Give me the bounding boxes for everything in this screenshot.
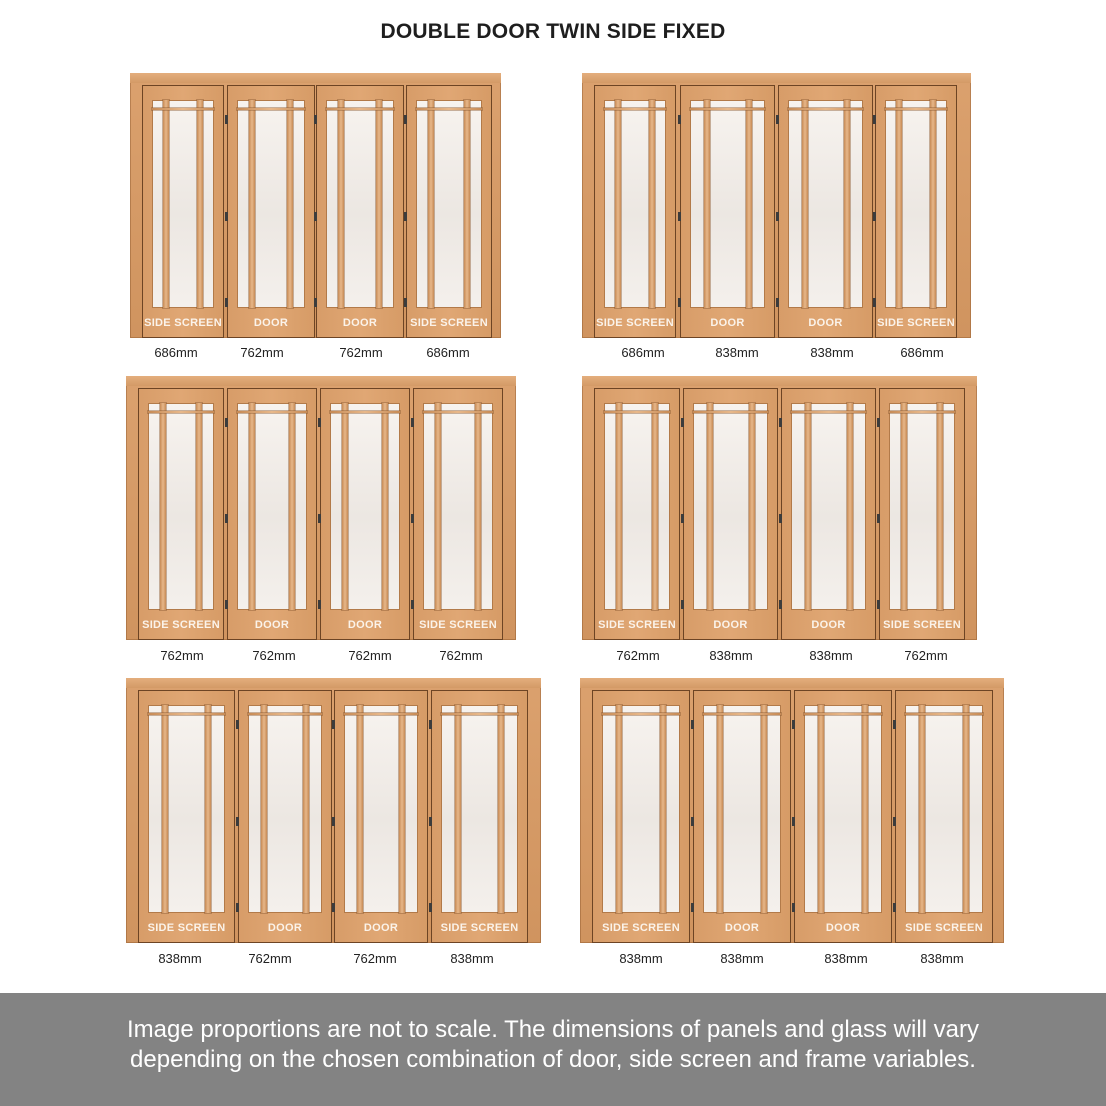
glazing-bar xyxy=(342,403,348,610)
hinge-icon xyxy=(893,903,896,912)
side-screen-panel xyxy=(142,85,224,338)
glass-pane xyxy=(804,705,882,913)
hinge-icon xyxy=(779,514,782,523)
hinge-icon xyxy=(792,817,795,826)
hinge-icon xyxy=(411,600,414,609)
hinge-icon xyxy=(792,903,795,912)
hinge-icon xyxy=(873,115,876,124)
side-screen-panel xyxy=(413,388,503,640)
panel-width-dimension: 762mm xyxy=(240,345,284,360)
door-configuration xyxy=(580,678,1004,975)
hinge-icon xyxy=(332,720,335,729)
glazing-bar xyxy=(847,403,853,610)
glass-pane xyxy=(885,100,947,308)
glass-pane xyxy=(237,100,305,308)
glazing-bar xyxy=(382,403,388,610)
glazing-bar xyxy=(604,411,670,413)
hinge-icon xyxy=(225,298,228,307)
glazing-bar xyxy=(344,713,418,715)
hinge-icon xyxy=(893,720,896,729)
page-title: DOUBLE DOOR TWIN SIDE FIXED xyxy=(380,20,726,43)
glass-pane xyxy=(604,100,666,308)
door-label: DOOR xyxy=(254,619,290,631)
door-label: DOOR xyxy=(710,317,745,329)
glazing-bar xyxy=(805,403,811,610)
glazing-bar xyxy=(703,713,781,715)
side-screen-label: SIDE SCREEN xyxy=(602,922,680,934)
hinge-icon xyxy=(429,817,432,826)
hinge-icon xyxy=(691,720,694,729)
side-screen-panel xyxy=(594,85,676,338)
hinge-icon xyxy=(681,418,684,427)
oak-frame xyxy=(580,678,1004,943)
glazing-bar xyxy=(802,100,808,308)
side-screen-panel xyxy=(138,690,235,943)
side-screen-panel xyxy=(875,85,957,338)
side-screen-panel xyxy=(879,388,965,640)
side-screen-label: SIDE SCREEN xyxy=(142,619,220,631)
glass-pane xyxy=(330,403,400,610)
side-screen-panel xyxy=(406,85,492,338)
panel-width-dimension: 838mm xyxy=(619,951,663,966)
disclaimer-line-1: Image proportions are not to scale. The dimensions of panels and glass will vary xyxy=(126,1016,979,1043)
door-panel xyxy=(320,388,410,640)
glazing-bar xyxy=(717,705,723,913)
panel-width-dimension: 838mm xyxy=(824,951,868,966)
hinge-icon xyxy=(236,817,239,826)
glass-pane xyxy=(441,705,518,913)
side-screen-label: SIDE SCREEN xyxy=(419,619,497,631)
side-screen-label: SIDE SCREEN xyxy=(596,317,674,329)
glass-pane xyxy=(690,100,765,308)
hinge-icon xyxy=(225,418,228,427)
glazing-bar xyxy=(455,705,461,913)
side-screen-label: SIDE SCREEN xyxy=(883,619,961,631)
side-screen-label: SIDE SCREEN xyxy=(410,317,488,329)
side-screen-panel xyxy=(592,690,690,943)
glazing-bar xyxy=(376,100,382,308)
hinge-icon xyxy=(681,514,684,523)
glazing-bar xyxy=(862,705,868,913)
door-configuration xyxy=(130,73,501,370)
glass-pane xyxy=(148,705,225,913)
hinge-icon xyxy=(776,212,779,221)
side-screen-panel xyxy=(594,388,680,640)
panel-width-dimension: 762mm xyxy=(252,648,296,663)
door-label: DOOR xyxy=(724,922,760,934)
hinge-icon xyxy=(678,298,681,307)
hinge-icon xyxy=(225,600,228,609)
glass-pane xyxy=(152,100,214,308)
glazing-bar xyxy=(475,403,481,610)
glazing-bar xyxy=(901,403,907,610)
panel-width-dimension: 686mm xyxy=(154,345,198,360)
glazing-bar xyxy=(604,108,666,110)
door-panel xyxy=(316,85,404,338)
door-panel xyxy=(693,690,791,943)
hinge-icon xyxy=(332,817,335,826)
glazing-bar xyxy=(357,705,363,913)
glazing-bar xyxy=(148,411,214,413)
glazing-bar xyxy=(963,705,969,913)
door-panel xyxy=(238,690,332,943)
glass-pane xyxy=(604,403,670,610)
hinge-icon xyxy=(779,418,782,427)
panel-dimensions xyxy=(582,648,977,666)
hinge-icon xyxy=(681,600,684,609)
glass-pane xyxy=(889,403,955,610)
hinge-icon xyxy=(779,600,782,609)
panel-width-dimension: 762mm xyxy=(616,648,660,663)
hinge-icon xyxy=(225,514,228,523)
door-panel xyxy=(794,690,892,943)
panel-width-dimension: 686mm xyxy=(900,345,944,360)
door-configuration xyxy=(126,376,516,672)
glazing-bar xyxy=(498,705,504,913)
glazing-bar xyxy=(704,100,710,308)
glazing-bar xyxy=(804,713,882,715)
side-screen-label: SIDE SCREEN xyxy=(905,922,983,934)
glazing-bar xyxy=(615,100,621,308)
glazing-bar xyxy=(441,713,518,715)
hinge-icon xyxy=(404,298,407,307)
side-screen-label: SIDE SCREEN xyxy=(877,317,955,329)
door-panel xyxy=(680,85,775,338)
glazing-bar xyxy=(761,705,767,913)
door-label: DOOR xyxy=(825,922,861,934)
hinge-icon xyxy=(877,600,880,609)
side-screen-label: SIDE SCREEN xyxy=(144,317,222,329)
glazing-bar xyxy=(652,403,658,610)
glazing-bar xyxy=(148,713,225,715)
panel-width-dimension: 686mm xyxy=(621,345,665,360)
hinge-icon xyxy=(411,514,414,523)
glazing-bar xyxy=(399,705,405,913)
glazing-bar xyxy=(616,705,622,913)
glazing-bar xyxy=(602,713,680,715)
glazing-bar xyxy=(464,100,470,308)
side-screen-label: SIDE SCREEN xyxy=(147,922,226,934)
hinge-icon xyxy=(792,720,795,729)
hinge-icon xyxy=(691,817,694,826)
glazing-bar xyxy=(616,403,622,610)
hinge-icon xyxy=(411,418,414,427)
glazing-bar xyxy=(707,403,713,610)
door-label: DOOR xyxy=(811,619,846,631)
side-screen-panel xyxy=(138,388,224,640)
glass-pane xyxy=(248,705,322,913)
disclaimer-footer xyxy=(0,993,1106,1106)
panel-dimensions xyxy=(580,951,1004,969)
glazing-bar xyxy=(693,411,768,413)
door-label: DOOR xyxy=(342,317,378,329)
glass-pane xyxy=(905,705,983,913)
glazing-bar xyxy=(649,100,655,308)
panel-width-dimension: 762mm xyxy=(160,648,204,663)
glazing-bar xyxy=(205,705,211,913)
door-panel xyxy=(334,690,428,943)
glazing-bar xyxy=(249,100,255,308)
glazing-bar xyxy=(162,705,168,913)
glass-pane xyxy=(791,403,866,610)
hinge-icon xyxy=(877,514,880,523)
side-screen-panel xyxy=(431,690,528,943)
glazing-bar xyxy=(937,403,943,610)
hinge-icon xyxy=(314,115,317,124)
panel-width-dimension: 838mm xyxy=(709,648,753,663)
glazing-bar xyxy=(326,108,394,110)
door-panel xyxy=(683,388,778,640)
oak-frame xyxy=(582,376,977,640)
hinge-icon xyxy=(678,115,681,124)
hinge-icon xyxy=(318,514,321,523)
glass-pane xyxy=(237,403,307,610)
glass-pane xyxy=(423,403,493,610)
glass-pane xyxy=(703,705,781,913)
glazing-bar xyxy=(163,100,169,308)
panel-width-dimension: 762mm xyxy=(439,648,483,663)
glazing-bar xyxy=(237,108,305,110)
door-panel xyxy=(778,85,873,338)
glazing-bar xyxy=(896,100,902,308)
panel-width-dimension: 762mm xyxy=(248,951,292,966)
glass-pane xyxy=(344,705,418,913)
oak-frame xyxy=(130,73,501,338)
hinge-icon xyxy=(678,212,681,221)
glazing-bar xyxy=(197,100,203,308)
panel-width-dimension: 838mm xyxy=(720,951,764,966)
door-label: DOOR xyxy=(713,619,748,631)
hinge-icon xyxy=(318,418,321,427)
glazing-bar xyxy=(287,100,293,308)
glazing-bar xyxy=(844,100,850,308)
panel-width-dimension: 838mm xyxy=(809,648,853,663)
side-screen-panel xyxy=(895,690,993,943)
glazing-bar xyxy=(889,411,955,413)
glass-pane xyxy=(326,100,394,308)
glass-pane xyxy=(788,100,863,308)
oak-frame xyxy=(126,376,516,640)
door-configuration xyxy=(126,678,541,975)
hinge-icon xyxy=(314,298,317,307)
glazing-bar xyxy=(919,705,925,913)
panel-dimensions xyxy=(126,951,541,969)
door-panel xyxy=(227,85,315,338)
panel-width-dimension: 838mm xyxy=(920,951,964,966)
hinge-icon xyxy=(873,298,876,307)
hinge-icon xyxy=(225,212,228,221)
hinge-icon xyxy=(893,817,896,826)
glass-pane xyxy=(416,100,482,308)
disclaimer-line-2: depending on the chosen combination of door, side screen and frame variables. xyxy=(130,1046,976,1073)
door-label: DOOR xyxy=(347,619,383,631)
glass-pane xyxy=(148,403,214,610)
glazing-bar xyxy=(930,100,936,308)
glazing-bar xyxy=(237,411,307,413)
glazing-bar xyxy=(303,705,309,913)
glazing-bar xyxy=(428,100,434,308)
hinge-icon xyxy=(318,600,321,609)
glazing-bar xyxy=(338,100,344,308)
glazing-bar xyxy=(660,705,666,913)
glazing-bar xyxy=(160,403,166,610)
glass-pane xyxy=(693,403,768,610)
glazing-bar xyxy=(690,108,765,110)
panel-width-dimension: 762mm xyxy=(348,648,392,663)
door-panel xyxy=(227,388,317,640)
oak-frame xyxy=(126,678,541,943)
hinge-icon xyxy=(314,212,317,221)
glazing-bar xyxy=(423,411,493,413)
oak-frame xyxy=(582,73,971,338)
hinge-icon xyxy=(429,903,432,912)
panel-width-dimension: 838mm xyxy=(158,951,202,966)
glazing-bar xyxy=(905,713,983,715)
glazing-bar xyxy=(261,705,267,913)
hinge-icon xyxy=(332,903,335,912)
panel-width-dimension: 838mm xyxy=(715,345,759,360)
hinge-icon xyxy=(404,212,407,221)
hinge-icon xyxy=(404,115,407,124)
panel-width-dimension: 838mm xyxy=(810,345,854,360)
glazing-bar xyxy=(749,403,755,610)
panel-width-dimension: 762mm xyxy=(353,951,397,966)
glazing-bar xyxy=(196,403,202,610)
glazing-bar xyxy=(818,705,824,913)
glass-pane xyxy=(602,705,680,913)
panel-width-dimension: 762mm xyxy=(904,648,948,663)
panel-dimensions xyxy=(582,345,971,363)
door-label: DOOR xyxy=(363,922,399,934)
door-label: DOOR xyxy=(253,317,289,329)
hinge-icon xyxy=(776,298,779,307)
glazing-bar xyxy=(248,713,322,715)
glazing-bar xyxy=(289,403,295,610)
glazing-bar xyxy=(330,411,400,413)
hinge-icon xyxy=(236,903,239,912)
side-screen-label: SIDE SCREEN xyxy=(598,619,676,631)
hinge-icon xyxy=(877,418,880,427)
glazing-bar xyxy=(885,108,947,110)
hinge-icon xyxy=(776,115,779,124)
panel-width-dimension: 762mm xyxy=(339,345,383,360)
glazing-bar xyxy=(416,108,482,110)
glazing-bar xyxy=(152,108,214,110)
door-label: DOOR xyxy=(808,317,843,329)
panel-width-dimension: 838mm xyxy=(450,951,494,966)
panel-width-dimension: 686mm xyxy=(426,345,470,360)
panel-dimensions xyxy=(130,345,501,363)
door-configuration xyxy=(582,73,971,370)
panel-dimensions xyxy=(126,648,516,666)
door-panel xyxy=(781,388,876,640)
door-label: DOOR xyxy=(267,922,303,934)
glazing-bar xyxy=(788,108,863,110)
glazing-bar xyxy=(435,403,441,610)
side-screen-label: SIDE SCREEN xyxy=(440,922,519,934)
glazing-bar xyxy=(746,100,752,308)
hinge-icon xyxy=(225,115,228,124)
disclaimer-text xyxy=(0,1015,1106,1075)
glazing-bar xyxy=(249,403,255,610)
glazing-bar xyxy=(791,411,866,413)
door-configuration xyxy=(582,376,977,672)
hinge-icon xyxy=(691,903,694,912)
hinge-icon xyxy=(429,720,432,729)
hinge-icon xyxy=(236,720,239,729)
hinge-icon xyxy=(873,212,876,221)
